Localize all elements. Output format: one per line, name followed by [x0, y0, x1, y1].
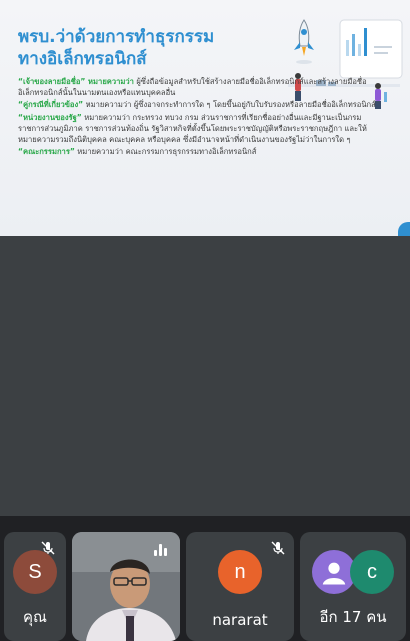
avatar-others-2 — [350, 550, 394, 594]
definition-relying-party — [18, 99, 390, 110]
person-icon — [319, 557, 349, 587]
participant-name: nararat — [212, 611, 268, 629]
others-count-label: อีก 17 คน — [319, 608, 387, 626]
avatar — [13, 550, 57, 594]
def-state-agency: หมายความว่า กระทรวง ทบวง กรม ส่วนราชการที่เรียกชื่ออย่างอื่นและมีฐานะเป็นกรม ราชการส่วนภูมิภาค ราชการส่วนท้องถิ่น รัฐวิสาหกิจที่ตั้งขึ้นโดยพระราชบัญญัติหรือพระราชกฤษฎีกา และให้หมายความรวมถึงนิติบุคคล คณะบุคคล หรือบุคคล ซึ่งมีอำนาจหน้าที่ดำเนินงานของรัฐไม่ว่าในการใด ๆ — [18, 112, 367, 145]
audio-level-icon — [154, 542, 170, 556]
term-relying-party: “คู่กรณีที่เกี่ยวข้อง” — [18, 100, 84, 110]
def-relying-party: หมายความว่า ผู้ซึ่งอาจกระทำการใด ๆ โดยขึ้นอยู่กับใบรับรองหรือลายมือชื่ออิเล็กทรอนิกส์ — [83, 100, 376, 110]
definition-signer — [18, 76, 390, 98]
participant-tile-video[interactable] — [72, 532, 180, 641]
avatar — [218, 550, 262, 594]
slide-title-line2: ทางอิเล็กทรอนิกส์ — [18, 49, 147, 69]
term-state-agency: “หน่วยงานของรัฐ” — [18, 112, 82, 122]
participant-tile-others[interactable] — [300, 532, 406, 641]
def-committee: หมายความว่า คณะกรรมการธุรกรรมทางอิเล็กทรอนิกส์ — [74, 147, 257, 157]
avatar-initial: c — [367, 560, 377, 583]
participant-tile-self[interactable] — [4, 532, 66, 641]
participant-tile-nararat[interactable] — [186, 532, 294, 641]
stage-area — [0, 236, 410, 516]
term-signer-mid: หมายความว่า — [85, 77, 134, 86]
slide-page-tab — [398, 222, 410, 236]
term-committee: “คณะกรรมการ” — [18, 147, 75, 157]
definition-state-agency — [18, 112, 390, 146]
slide-title-line1: พรบ.ว่าด้วยการทำธุรกรรม — [18, 27, 215, 47]
term-signer: “เจ้าของลายมือชื่อ” — [18, 77, 86, 86]
slide-title — [18, 26, 268, 70]
avatar-initial: n — [234, 560, 246, 583]
avatar-initial: S — [28, 560, 42, 583]
presentation-slide — [0, 0, 410, 236]
mic-off-icon — [270, 540, 286, 556]
participant-name: คุณ — [23, 608, 47, 626]
def-signer: ผู้ซึ่งถือข้อมูลสำหรับใช้สร้างลายมือชื่ออิเล็กทรอนิกส์และสร้างลายมือชื่ออิเล็กทรอนิกส์นั้นในนามตนเองหรือแทนบุคคลอื่น — [18, 77, 367, 98]
slide-body — [18, 76, 390, 158]
definition-committee — [18, 146, 390, 157]
